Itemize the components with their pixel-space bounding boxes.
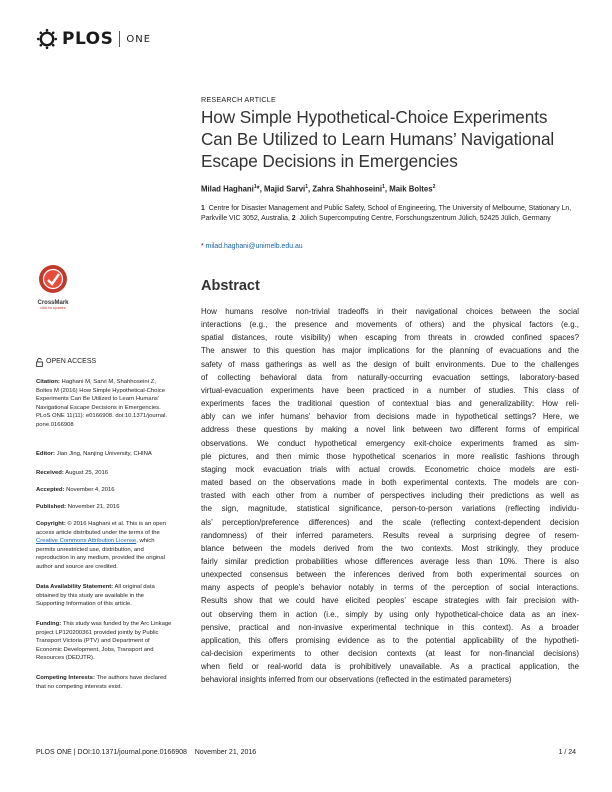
abstract-line: staging mock evacuation trials with actual crowds. Econometric choice models are esti-	[201, 464, 579, 474]
abstract-line: randomness) of their inferred parameters. Results reveal a surprising degree of resem-	[201, 530, 579, 540]
affiliation-text: Jülich Supercomputing Centre, Forschungszentrum Jülich, 52425 Jülich, Germany	[299, 215, 551, 223]
data-availability-label: Data Availability Statement:	[36, 584, 114, 590]
copyright-block	[36, 520, 188, 572]
received-value: August 25, 2016	[65, 470, 109, 476]
abstract-line: experiments faces the traditional question of contextual bias and generalizability: How reli-	[201, 399, 579, 409]
open-access-label	[36, 358, 188, 367]
open-lock-icon	[36, 358, 43, 367]
copyright-label: Copyright:	[36, 521, 66, 527]
abstract-line: out observing them in action (i.e., simply by using only hypothetical-choice data as an inex-	[201, 609, 579, 619]
abstract-line: cal-decision experiments to other decision contexts (at least for non-financial decisions)	[201, 649, 579, 659]
data-availability-line: Supporting Information of this article.	[36, 601, 132, 608]
funding-block	[36, 620, 188, 663]
title-line: Can Be Utilized to Learn Humans’ Navigational	[201, 129, 555, 149]
author-sup: 1	[382, 184, 385, 190]
affiliation-number: 2	[291, 215, 296, 223]
affiliations	[201, 204, 579, 224]
author-name[interactable]: Majid Sarvi	[264, 184, 306, 194]
author-name[interactable]: Maik Boltes	[389, 184, 433, 194]
competing-interests-block	[36, 674, 188, 691]
abstract-line: safety of mass gatherings as well as the design of built environments. Due to the challenges	[201, 359, 579, 369]
abstract-line: many aspects of people’s behavior notably in terms of the perception of social interactions.	[201, 583, 579, 593]
abstract-line: The answer to this question has major implications for the planning of evacuations and the	[201, 346, 579, 356]
citation-line: Boltes M (2016) How Simple Hypothetical-Choice	[36, 387, 165, 394]
abstract-line: blance between the models derived from the two contexts. Most strikingly, they produce	[201, 543, 579, 553]
open-access-text: OPEN ACCESS	[46, 358, 97, 366]
article-type: RESEARCH ARTICLE	[201, 95, 276, 104]
citation-label: Citation:	[36, 379, 60, 385]
copyright-line: access article distributed under the terms of the	[36, 529, 160, 536]
copyright-line: reproduction in any medium, provided the original	[36, 555, 166, 562]
email-link[interactable]: milad.haghani@unimelb.edu.au	[205, 243, 303, 250]
abstract-line: Results show that we could have elicited peoples’ escape strategies with fair precision with-	[201, 596, 579, 606]
crossmark-icon	[38, 264, 68, 294]
logo-journal: ONE	[126, 33, 152, 45]
logo-divider	[119, 31, 120, 47]
citation-block	[36, 378, 188, 430]
accepted-label: Accepted:	[36, 487, 65, 493]
data-availability-block	[36, 583, 188, 609]
author-sup: 1	[305, 184, 308, 190]
abstract-line: when field or real-world data is prohibitively unavailable. As a practical application, the	[201, 662, 579, 672]
abstract-line: of collecting behavioral data from naturally-occurring evacuation settings, laboratory-based	[201, 372, 579, 382]
plos-logo-icon	[36, 28, 58, 50]
abstract-heading: Abstract	[201, 278, 260, 294]
abstract-line: virtual-evacuation experiments have been practiced in a number of studies. This class of	[201, 385, 579, 395]
citation-line: Haghani M, Sarvi M, Shahhoseini Z,	[61, 379, 156, 385]
published-label: Published:	[36, 504, 67, 510]
editor-block	[36, 450, 188, 459]
funding-line: Economic Development, Jobs, Transport and	[36, 646, 154, 653]
citation-line: pone.0166908	[36, 421, 74, 428]
abstract-line: trasted with each other from a number of perspectives including their predictions as well as	[201, 491, 579, 501]
crossmark-sublabel: click for updates	[40, 306, 66, 310]
abstract-line: behavioral insights inferred from our observations (reflected in the estimated parameters)	[201, 675, 512, 685]
abstract-line: pensive, practical and non-invasive experimental technique in this context). As a broader	[201, 622, 579, 632]
plos-one-logo[interactable]	[36, 28, 151, 50]
editor-value: Jian Jing, Nanjing University, CHINA	[56, 451, 152, 457]
copyright-line: permits unrestricted use, distribution, and	[36, 546, 144, 553]
author-sup: 2	[432, 184, 436, 190]
abstract-line: als’ perception/preference differences) and the scale (reflecting context-dependent decision	[201, 517, 579, 527]
license-link[interactable]: Creative Commons Attribution License	[36, 538, 137, 545]
email-marker: *	[201, 243, 204, 250]
abstract-line: address these questions by making a novel link between two different forms of empirical	[201, 425, 579, 435]
abstract-line: application, this offers promising evidence as to the potential applicability of the hypotheti-	[201, 635, 579, 645]
abstract-line: ple pictures, and then mimic those hypothetical scenarios in more realistic fashions through	[201, 451, 579, 461]
copyright-line: , which	[136, 538, 155, 545]
funding-label: Funding:	[36, 621, 62, 627]
affiliation-number: 1	[201, 205, 205, 212]
corresponding-marker: *	[256, 184, 260, 194]
abstract-line: unexpected consensus between the inferences derived from both experimental sources on	[201, 570, 579, 580]
citation-line: Experiments Can Be Utilized to Learn Humans’	[36, 396, 160, 403]
page-number: 1 / 24	[558, 749, 576, 756]
abstract-line: observations. We conduct hypothetical emergency exit-choice experiments framed as sim-	[201, 438, 579, 448]
funding-line: project LP120200361 provided jointly by Public	[36, 629, 159, 636]
competing-interests-line: that no competing interests exist.	[36, 683, 123, 690]
title-line: How Simple Hypothetical-Choice Experiments	[201, 107, 548, 127]
footer-date: November 21, 2016	[194, 749, 257, 756]
abstract-line: mated based on the observations made in both experimental contexts. The models are con-	[201, 478, 579, 488]
corresponding-email	[201, 243, 579, 250]
abstract-line: spatial distances, route visibility) when escaping from threats in crowded confined spaces?	[201, 333, 579, 343]
abstract-line: How humans resolve non-trivial tradeoffs in their navigational choices between the social	[201, 307, 579, 316]
accepted-value: November 4, 2016	[66, 487, 115, 493]
funding-line: Resources (DEDJTR).	[36, 655, 95, 662]
logo-text: PLOS	[62, 29, 114, 49]
footer-journal: PLOS ONE	[36, 749, 72, 756]
competing-interests-label: Competing Interests:	[36, 675, 95, 681]
footer-doi[interactable]: DOI:10.1371/journal.pone.0166908	[77, 749, 187, 756]
editor-label: Editor:	[36, 451, 55, 457]
author-sup: 1	[253, 184, 257, 190]
data-availability-line: obtained by this study are available in the	[36, 592, 145, 599]
abstract-body	[201, 305, 579, 687]
footer-citation	[36, 749, 256, 756]
article-title	[201, 106, 579, 172]
funding-line: Transport Victoria (PTV) and Department of	[36, 638, 150, 645]
citation-line: PLoS ONE 11(11): e0166908. doi:10.1371/journal.	[36, 413, 168, 420]
author-name[interactable]: Zahra Shahhoseini	[312, 184, 383, 194]
published-block	[36, 503, 188, 512]
published-value: November 21, 2016	[67, 504, 120, 510]
received-label: Received:	[36, 470, 64, 476]
data-availability-line: All original data	[114, 584, 155, 590]
affiliation-text: Centre for Disaster Management and Public Safety, School of Engineering, The University of Melbourne, Stationary Ln, Parkville VIC 3052, Australia,	[201, 205, 572, 223]
citation-line: Navigational Escape Decisions in Emergencies.	[36, 404, 161, 411]
accepted-block	[36, 486, 188, 495]
abstract-line: interactions (e.g., the presence and movements of others) and the physical factors (e.g.,	[201, 320, 579, 330]
crossmark-label: CrossMark	[37, 300, 69, 306]
funding-line: This study was funded by the Arc Linkage	[62, 621, 172, 627]
footer-separator: |	[73, 749, 76, 756]
received-block	[36, 469, 188, 478]
crossmark-badge[interactable]	[37, 264, 69, 310]
abstract-line: fairly similar prediction probabilities whose differences average less than 10%. There is also	[201, 556, 579, 566]
copyright-line: © 2016 Haghani et al. This is an open	[67, 521, 166, 527]
competing-interests-line: The authors have declared	[96, 675, 167, 681]
copyright-line: author and source are credited.	[36, 563, 118, 570]
title-line: Escape Decisions in Emergencies	[201, 151, 458, 171]
author-name[interactable]: Milad Haghani	[201, 184, 254, 194]
abstract-line: ably can we infer humans’ behavior from decisions made in hypothetical settings? Here, we	[201, 412, 579, 422]
author-list: Milad Haghani$^1$*, Majid Sarvi$^1$, Zahra Shahhoseini$^1$, Maik Boltes$^2$	[201, 184, 436, 194]
abstract-line: the sign, magnitude, statistical significance, person-to-person variations (reflecting individu-	[201, 504, 579, 514]
